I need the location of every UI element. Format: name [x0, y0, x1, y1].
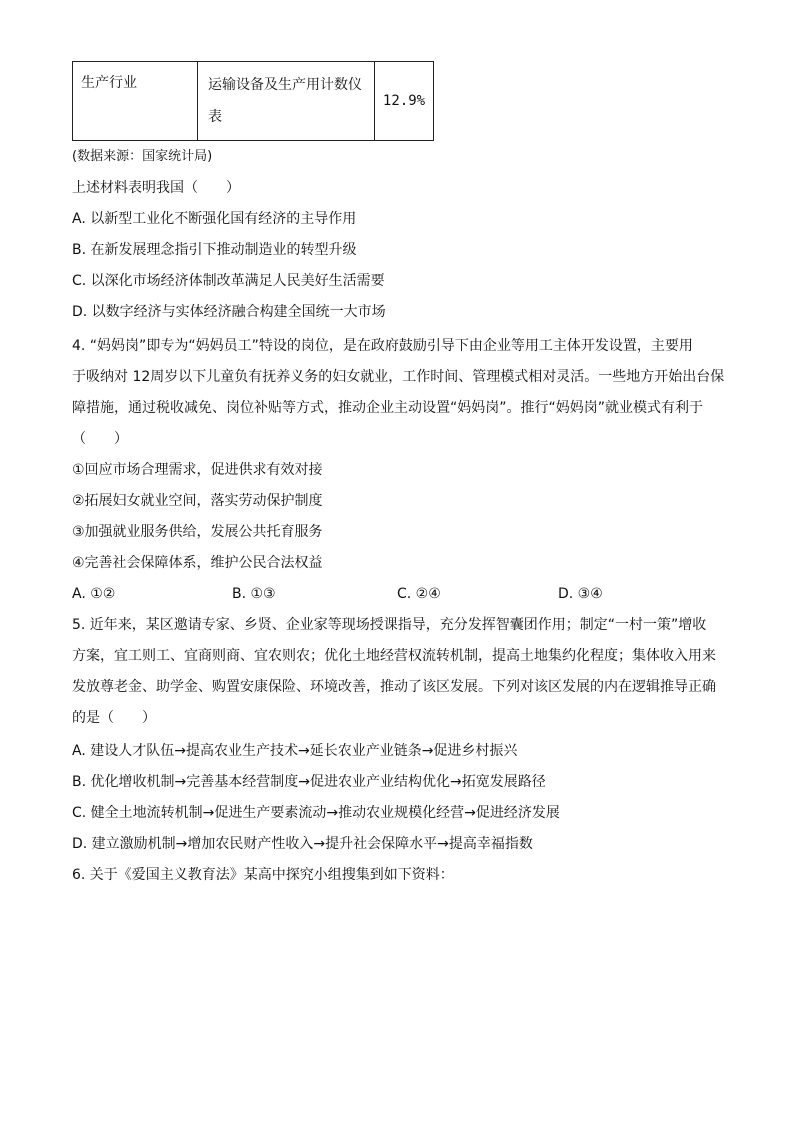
q4-option-c: C. ②④ [397, 586, 441, 602]
category-label: 运输设备及生产用计数仪表 [208, 77, 362, 125]
table-cell-value [375, 62, 434, 141]
table-cell-industry [73, 62, 198, 141]
q4-statement-2: ②拓展妇女就业空间，落实劳动保护制度 [72, 493, 323, 509]
data-table-fragment [72, 61, 434, 141]
value-label: 12.9% [382, 93, 426, 109]
q4-stem-line-3: 障措施，通过税收减免、岗位补贴等方式，推动企业主动设置“妈妈岗”。推行“妈妈岗”就业模式有利于 [72, 400, 704, 416]
q5-stem-line-2: 方案，宜工则工、宜商则商、宜农则农；优化土地经营权流转机制，提高土地集约化程度；集体收入用来 [72, 648, 716, 664]
q5-option-c: C. 健全土地流转机制→促进生产要素流动→推动农业规模化经营→促进经济发展 [72, 805, 560, 821]
q5-stem-line-4: 的是（ ） [72, 710, 156, 726]
q4-statement-4: ④完善社会保障体系，维护公民合法权益 [72, 555, 323, 571]
q3-option-d: D. 以数字经济与实体经济融合构建全国统一大市场 [72, 304, 386, 320]
q4-option-b: B. ①③ [232, 586, 276, 602]
q5-option-a: A. 建设人才队伍→提高农业生产技术→延长农业产业链条→促进乡村振兴 [72, 743, 518, 759]
q4-stem-line-4: （ ） [72, 431, 128, 447]
table-cell-category [198, 62, 375, 141]
q4-stem-line-1: 4. “妈妈岗”即专为“妈妈员工”特设的岗位，是在政府鼓励引导下由企业等用工主体开发设置，主要用 [72, 338, 693, 354]
q4-option-d: D. ③④ [558, 586, 603, 602]
data-source-note: (数据来源：国家统计局) [72, 149, 213, 164]
q4-statement-1: ①回应市场合理需求，促进供求有效对接 [72, 462, 323, 478]
q4-stem-line-2: 于吸纳对 12周岁以下儿童负有抚养义务的妇女就业，工作时间、管理模式相对灵活。一些地方开始出台保 [72, 369, 725, 385]
q3-stem: 上述材料表明我国（ ） [72, 180, 240, 196]
q5-stem-line-1: 5. 近年来，某区邀请专家、乡贤、企业家等现场授课指导，充分发挥智囊团作用；制定“一村一策”增收 [72, 617, 707, 633]
q6-stem: 6. 关于《爱国主义教育法》某高中探究小组搜集到如下资料： [72, 867, 454, 883]
q4-options-row [72, 585, 722, 603]
q3-option-b: B. 在新发展理念指引下推动制造业的转型升级 [72, 242, 357, 258]
industry-label: 生产行业 [81, 75, 137, 91]
q5-stem-line-3: 发放尊老金、助学金、购置安康保险、环境改善，推动了该区发展。下列对该区发展的内在逻辑推导正确 [72, 679, 716, 695]
q4-option-a: A. ①② [72, 586, 116, 602]
q4-statement-3: ③加强就业服务供给，发展公共托育服务 [72, 524, 323, 540]
q3-option-a: A. 以新型工业化不断强化国有经济的主导作用 [72, 211, 357, 227]
q5-option-d: D. 建立激励机制→增加农民财产性收入→提升社会保障水平→提高幸福指数 [72, 836, 533, 852]
q5-option-b: B. 优化增收机制→完善基本经营制度→促进农业产业结构优化→拓宽发展路径 [72, 774, 546, 790]
q3-option-c: C. 以深化市场经济体制改革满足人民美好生活需要 [72, 273, 385, 289]
table-row [73, 62, 434, 141]
